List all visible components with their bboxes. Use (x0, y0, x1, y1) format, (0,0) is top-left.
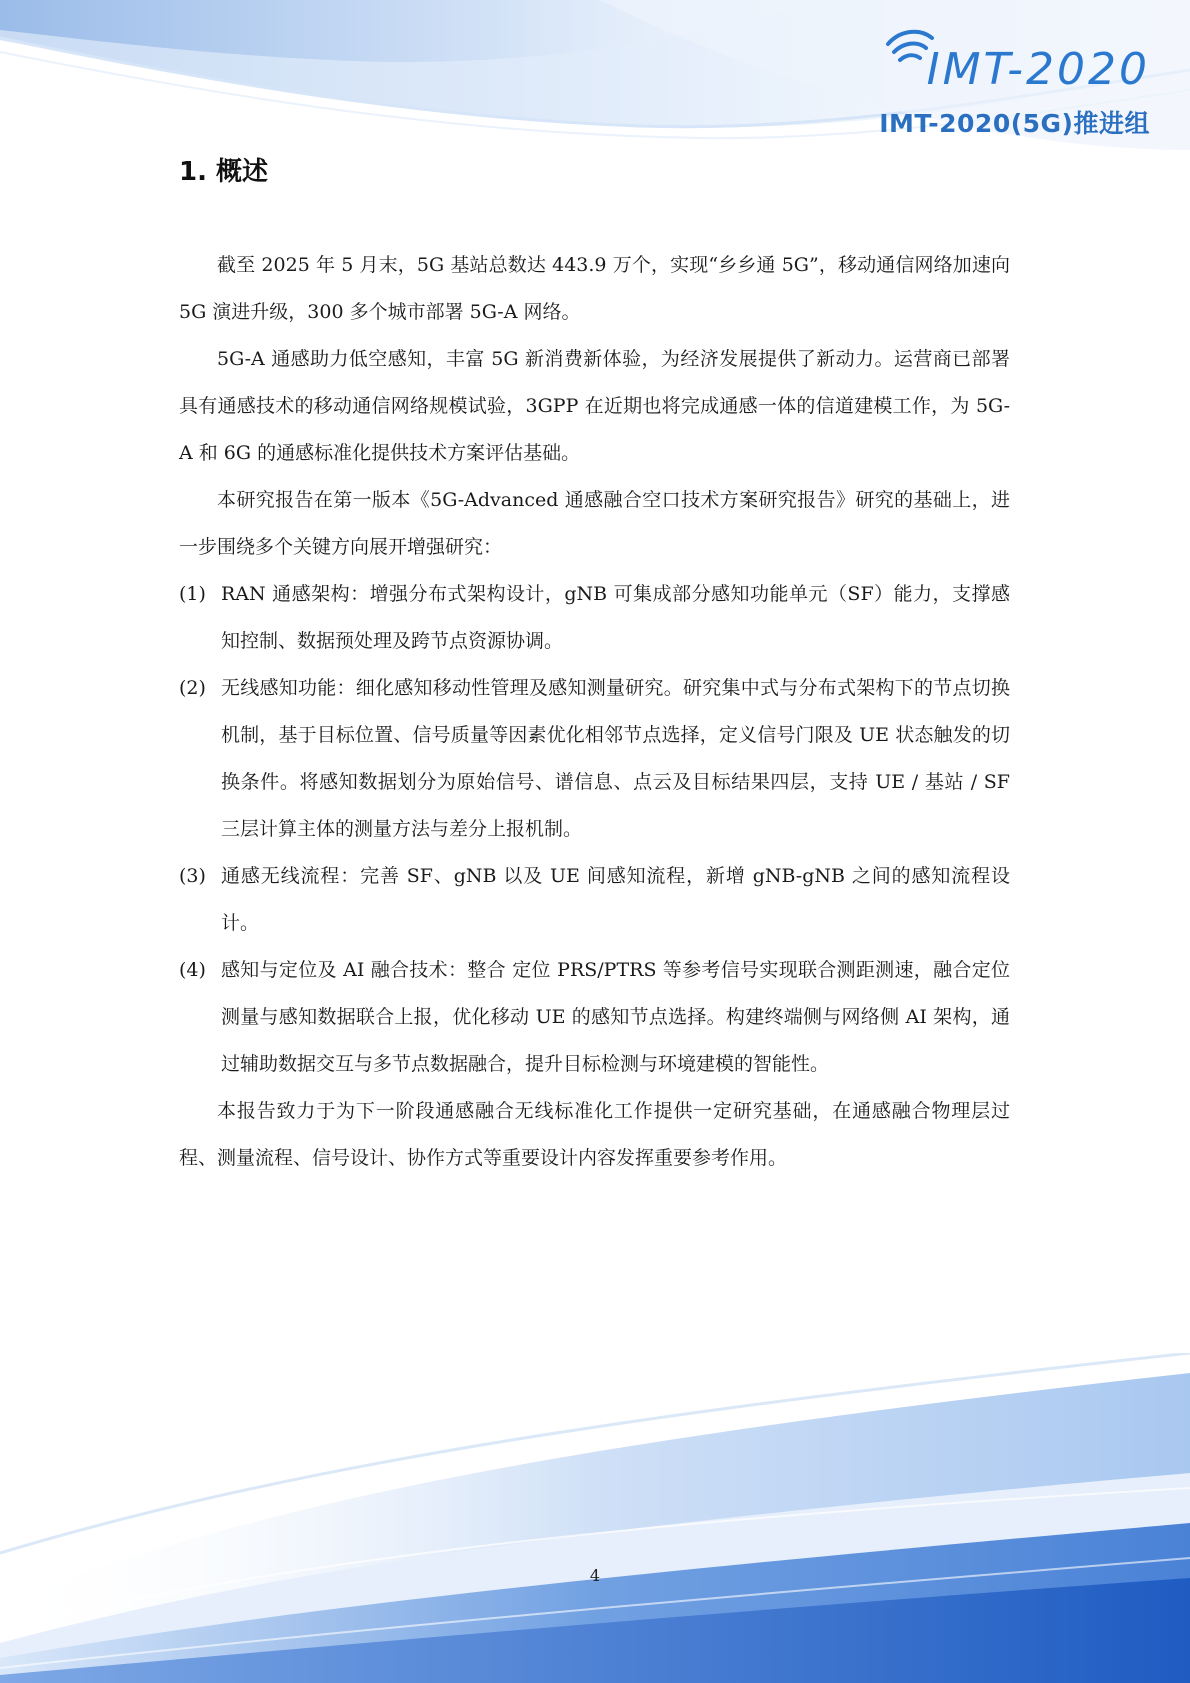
logo-wordmark: IMT-2020 (926, 44, 1150, 95)
body-text (179, 242, 1010, 1182)
list-item-number: (1) (179, 583, 206, 605)
list-item (179, 947, 1010, 1088)
list-item-text: 感知与定位及 AI 融合技术：整合 定位 PRS/PTRS 等参考信号实现联合测距测速，融合定位测量与感知数据联合上报，优化移动 UE 的感知节点选择。构建终端侧与网络侧 AI 架构，通过辅助数据交互与多节点数据融合，提升目标检测与环境建模的智能性。 (221, 959, 1010, 1075)
list-item-number: (2) (179, 677, 206, 699)
paragraph: 截至 2025 年 5 月末，5G 基站总数达 443.9 万个，实现“乡乡通 5G”，移动通信网络加速向 5G 演进升级，300 多个城市部署 5G-A 网络。 (179, 254, 1010, 323)
closing-paragraph: 本报告致力于为下一阶段通感融合无线标准化工作提供一定研究基础，在通感融合物理层过程、测量流程、信号设计、协作方式等重要设计内容发挥重要参考作用。 (179, 1100, 1010, 1169)
list-item (179, 665, 1010, 853)
section-title: 1. 概述 (179, 157, 269, 187)
paragraph: 本研究报告在第一版本《5G-Advanced 通感融合空口技术方案研究报告》研究的基础上，进一步围绕多个关键方向展开增强研究： (179, 489, 1010, 558)
logo-subtitle: IMT-2020(5G)推进组 (879, 109, 1150, 138)
footer-wave-decoration (0, 1353, 1190, 1683)
imt2020-logo (880, 22, 1150, 142)
paragraph: 5G-A 通感助力低空感知，丰富 5G 新消费新体验，为经济发展提供了新动力。运营商已部署具有通感技术的移动通信网络规模试验，3GPP 在近期也将完成通感一体的信道建模工作，为 5G-A 和 6G 的通感标准化提供技术方案评估基础。 (179, 348, 1010, 464)
list-item-text: RAN 通感架构：增强分布式架构设计，gNB 可集成部分感知功能单元（SF）能力，支撑感知控制、数据预处理及跨节点资源协调。 (221, 583, 1010, 652)
document-body (179, 152, 1010, 1182)
list-item (179, 571, 1010, 665)
list-item-text: 无线感知功能：细化感知移动性管理及感知测量研究。研究集中式与分布式架构下的节点切换机制，基于目标位置、信号质量等因素优化相邻节点选择，定义信号门限及 UE 状态触发的切换条件。将感知数据划分为原始信号、谱信息、点云及目标结果四层，支持 UE / 基站 / SF 三层计算主体的测量方法与差分上报机制。 (221, 677, 1010, 840)
page-number: 4 (589, 1566, 601, 1585)
list-item-text: 通感无线流程：完善 SF、gNB 以及 UE 间感知流程，新增 gNB-gNB 之间的感知流程设计。 (221, 865, 1010, 934)
list-item (179, 853, 1010, 947)
list-item-number: (3) (179, 865, 206, 887)
list-item-number: (4) (179, 959, 206, 981)
